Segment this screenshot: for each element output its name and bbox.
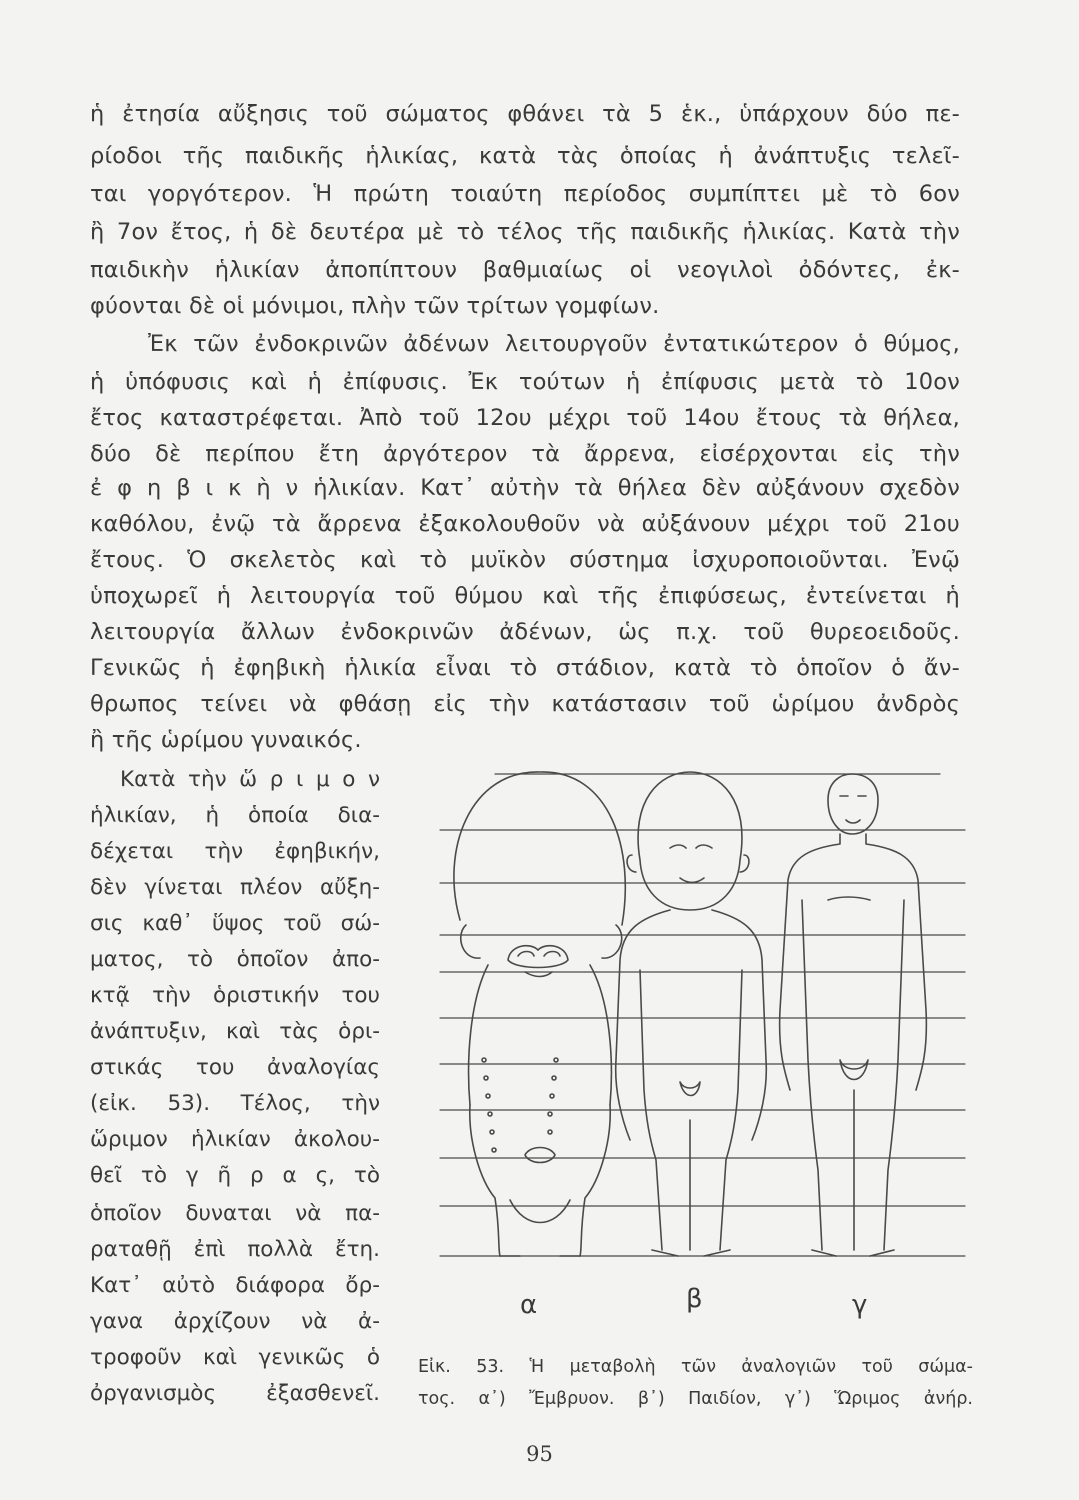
- body-line: παιδικὴν ἡλικίαν ἀποπίπτουν βαθμιαίως οἱ νεογιλοὶ ὀδόντες, ἐκ-: [90, 257, 960, 283]
- body-line: ἡ ὑπόφυσις καὶ ἡ ἐπίφυσις. Ἐκ τούτων ἡ ἐπίφυσις μετὰ τὸ 10ον: [90, 369, 960, 395]
- side-line: ὀργανισμὸς ἐξασθενεῖ.: [90, 1381, 380, 1406]
- side-line: σις καθ᾽ ὕψος τοῦ σώ-: [90, 911, 380, 936]
- body-line: ὑποχωρεῖ ἡ λειτουργία τοῦ θύμου καὶ τῆς ἐπιφύσεως, ἐντείνεται ἡ: [90, 583, 960, 609]
- figure-label-a: α: [520, 1290, 538, 1320]
- side-line: τροφοῦν καὶ γενικῶς ὁ: [90, 1345, 380, 1370]
- figure-label-c: γ: [852, 1290, 868, 1320]
- adult-figure: [780, 774, 927, 1256]
- side-line: ραταθῇ ἐπὶ πολλὰ ἔτη.: [90, 1237, 380, 1262]
- body-line: δύο δὲ περίπου ἔτη ἀργότερον τὰ ἄρρενα, εἰσέρχονται εἰς τὴν: [90, 441, 960, 467]
- body-line: ἡ ἐτησία αὔξησις τοῦ σώματος φθάνει τὰ 5 ἑκ., ὑπάρχουν δύο πε-: [90, 101, 960, 127]
- proportion-guide-lines: [440, 774, 965, 1256]
- side-line: ἀνάπτυξιν, καὶ τὰς ὁρι-: [90, 1019, 380, 1044]
- body-proportions-figure: [400, 760, 980, 1300]
- side-line: κτᾷ τὴν ὁριστικήν του: [90, 983, 380, 1008]
- side-line: θεῖ τὸ γ ῆ ρ α ς, τὸ: [90, 1163, 380, 1188]
- caption-line: Εἰκ. 53. Ἡ μεταβολὴ τῶν ἀναλογιῶν τοῦ σώμα-: [418, 1357, 973, 1377]
- side-line: δέχεται τὴν ἐφηβικήν,: [90, 839, 380, 864]
- body-line: ἢ τῆς ὡρίμου γυναικός.: [90, 727, 362, 753]
- body-line: λειτουργία ἄλλων ἐνδοκρινῶν ἀδένων, ὡς π.χ. τοῦ θυρεοειδοῦς.: [90, 619, 960, 645]
- side-line: Κατ᾽ αὐτὸ διάφορα ὄρ-: [90, 1273, 380, 1298]
- child-figure: [616, 772, 767, 1256]
- side-line: (εἰκ. 53). Τέλος, τὴν: [90, 1091, 380, 1116]
- caption-line: τος. α᾽) Ἔμβρυον. β᾽) Παιδίον, γ᾽) Ὥριμος ἀνήρ.: [418, 1389, 973, 1409]
- body-line: φύονται δὲ οἱ μόνιμοι, πλὴν τῶν τρίτων γομφίων.: [90, 293, 660, 319]
- body-line: Ἐκ τῶν ἐνδοκρινῶν ἀδένων λειτουργοῦν ἐντατικώτερον ὁ θύμος,: [148, 331, 960, 357]
- side-line: ἡλικίαν, ἡ ὁποία δια-: [90, 803, 380, 828]
- side-line: γανα ἀρχίζουν νὰ ἀ-: [90, 1309, 380, 1334]
- body-line: ται γοργότερον. Ἡ πρώτη τοιαύτη περίοδος συμπίπτει μὲ τὸ 6ον: [90, 181, 960, 207]
- side-line: στικάς του ἀναλογίας: [90, 1055, 380, 1080]
- body-line: θρωπος τείνει νὰ φθάσῃ εἰς τὴν κατάστασιν τοῦ ὡρίμου ἀνδρὸς: [90, 691, 960, 717]
- body-line: καθόλου, ἐνῷ τὰ ἄρρενα ἐξακολουθοῦν νὰ αὐξάνουν μέχρι τοῦ 21ου: [90, 511, 960, 537]
- body-line: Γενικῶς ἡ ἐφηβικὴ ἡλικία εἶναι τὸ στάδιον, κατὰ τὸ ὁποῖον ὁ ἄν-: [90, 655, 960, 681]
- page-number: 95: [526, 1442, 553, 1466]
- side-line: δὲν γίνεται πλέον αὔξη-: [90, 875, 380, 900]
- embryo-figure: [454, 772, 625, 1256]
- side-line: Κατὰ τὴν ὥ ρ ι μ ο ν: [120, 767, 380, 792]
- body-line: ἔτους. Ὁ σκελετὸς καὶ τὸ μυϊκὸν σύστημα ἰσχυροποιοῦνται. Ἐνῷ: [90, 547, 960, 573]
- side-line: ὁποῖον δυναται νὰ πα-: [90, 1201, 380, 1226]
- side-line: ματος, τὸ ὁποῖον ἀπο-: [90, 947, 380, 972]
- figure-label-b: β: [686, 1284, 703, 1314]
- body-line: ἔτος καταστρέφεται. Ἀπὸ τοῦ 12ου μέχρι τοῦ 14ου ἔτους τὰ θήλεα,: [90, 405, 960, 431]
- side-line: ὥριμον ἡλικίαν ἀκολου-: [90, 1127, 380, 1152]
- body-line: ἐ φ η β ι κ ὴ ν ἡλικίαν. Κατ᾽ αὐτὴν τὰ θήλεα δὲν αὐξάνουν σχεδὸν: [90, 475, 960, 501]
- body-line: ρίοδοι τῆς παιδικῆς ἡλικίας, κατὰ τὰς ὁποίας ἡ ἀνάπτυξις τελεῖ-: [90, 143, 960, 169]
- body-line: ἢ 7ον ἔτος, ἡ δὲ δευτέρα μὲ τὸ τέλος τῆς παιδικῆς ἡλικίας. Κατὰ τὴν: [90, 219, 960, 245]
